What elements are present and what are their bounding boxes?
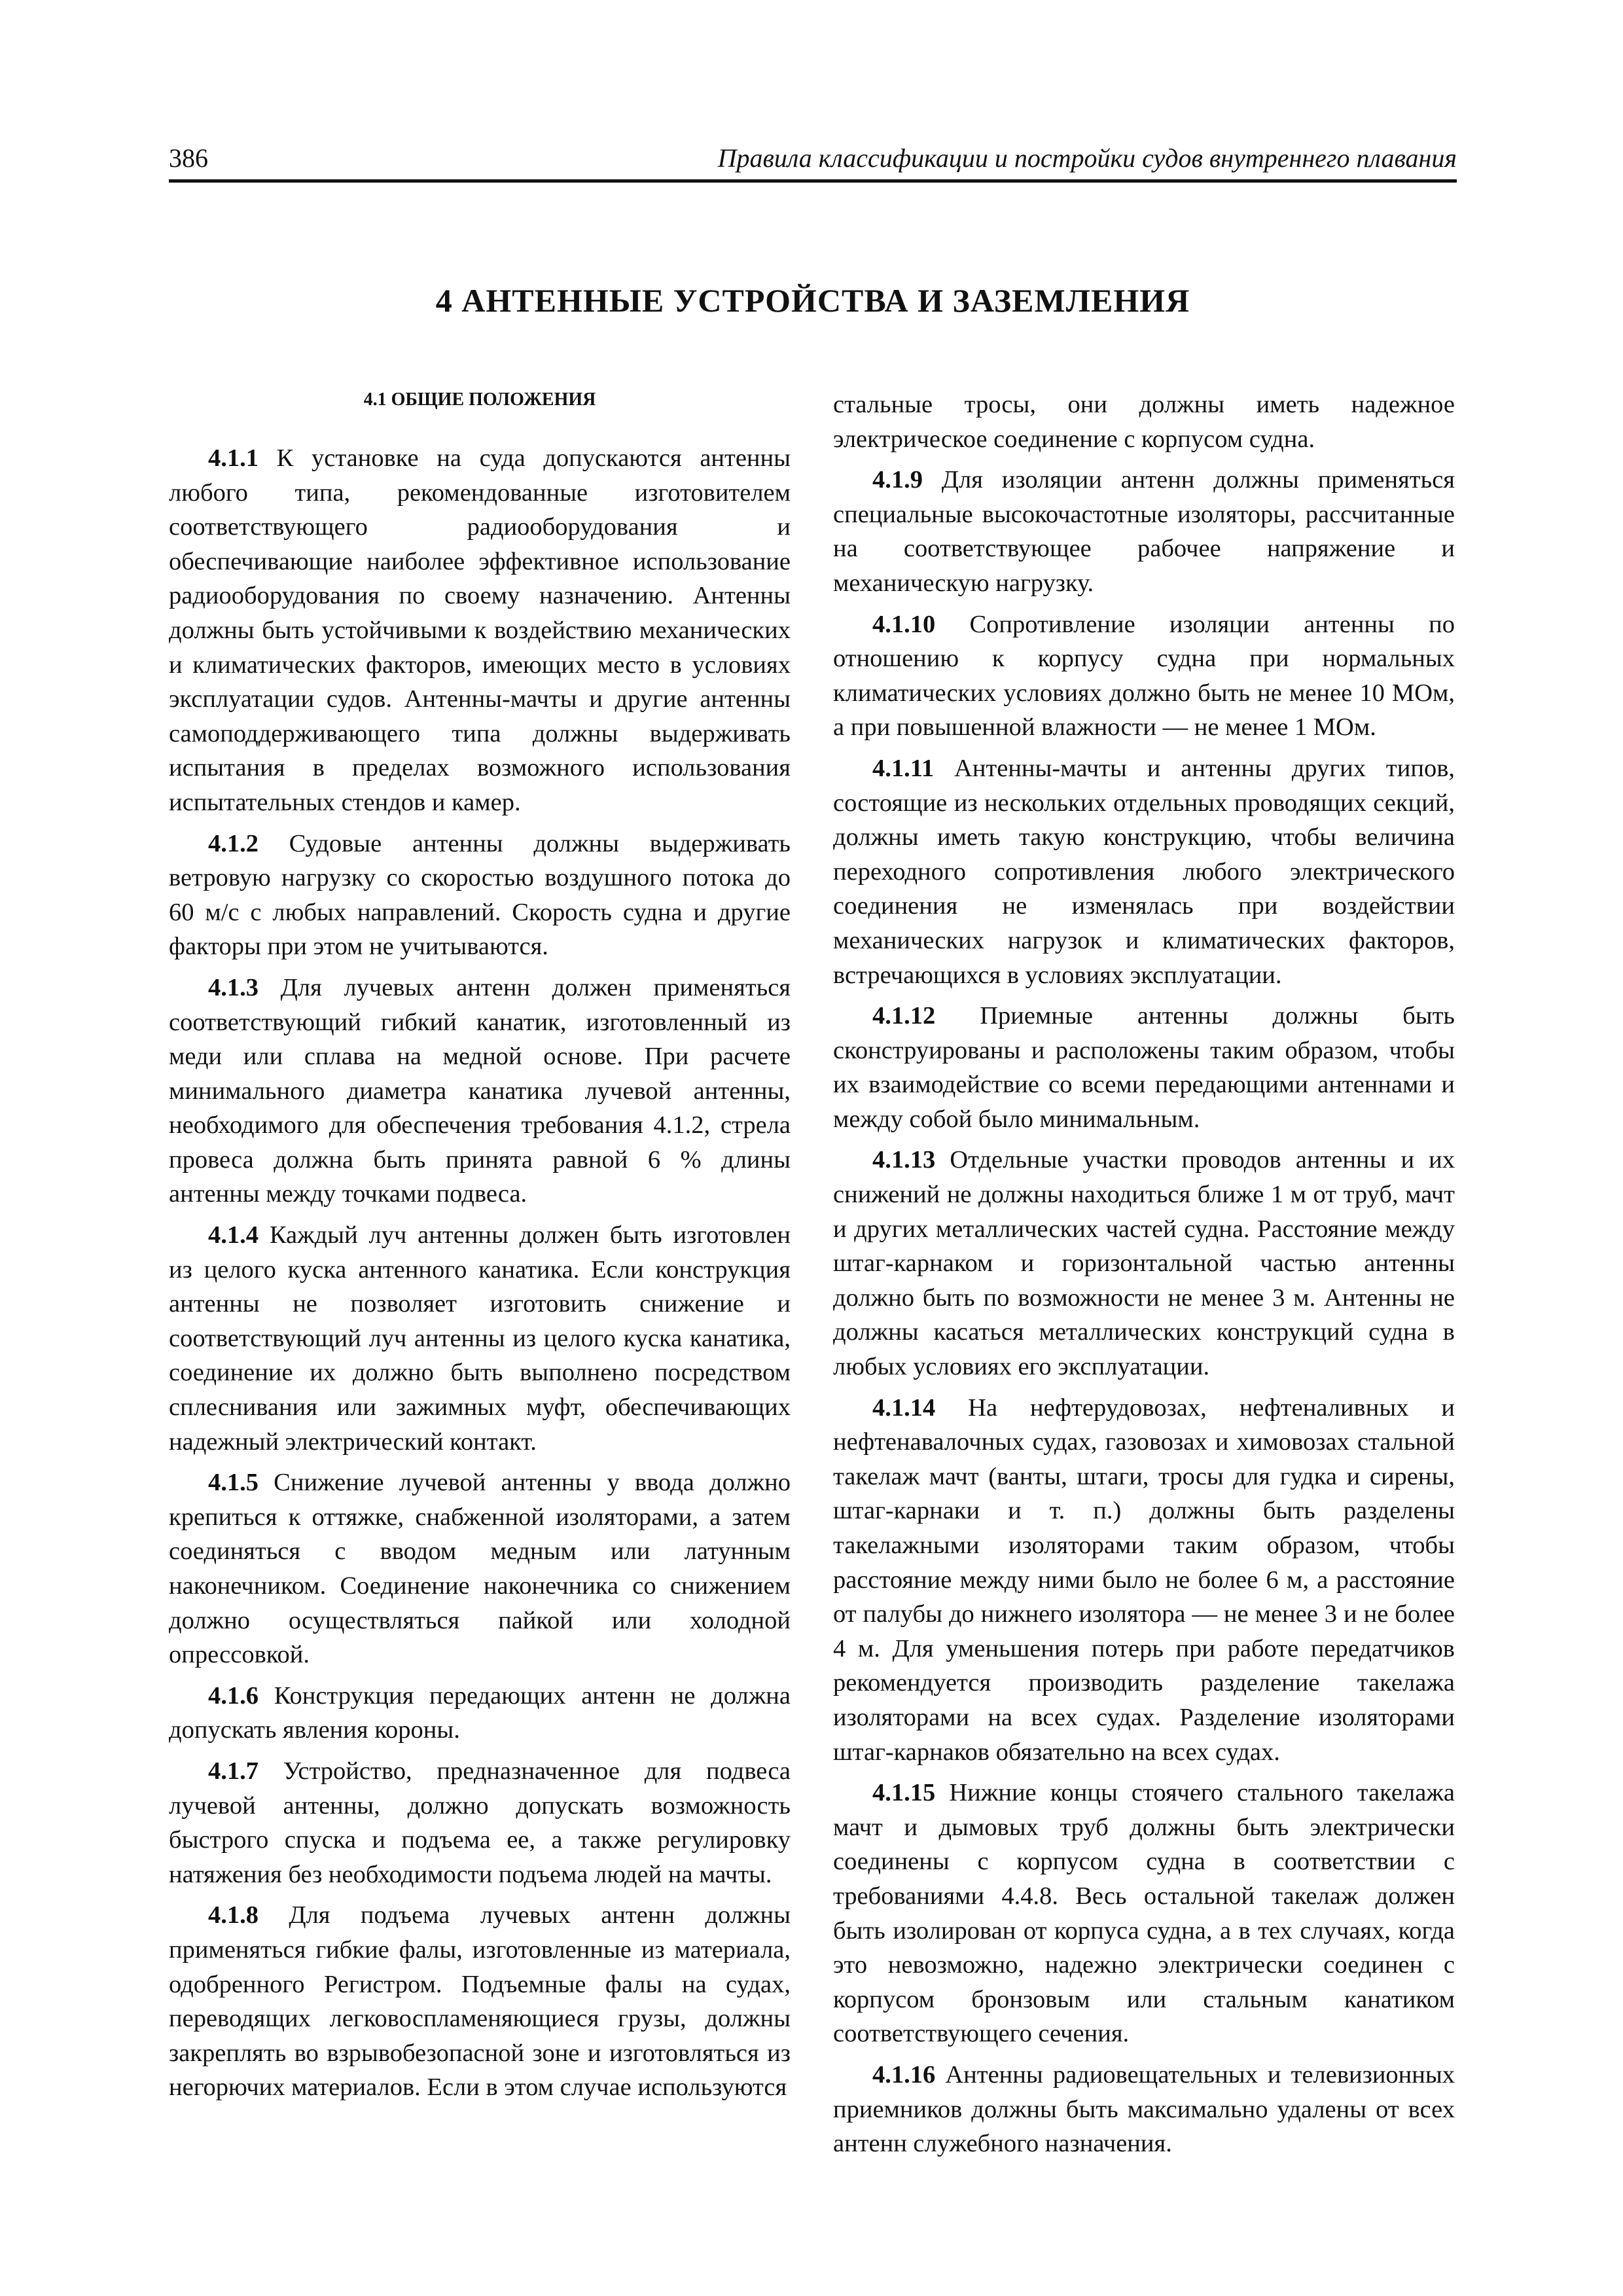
clause-number: 4.1.13 [872, 1146, 936, 1174]
paragraph-4-1-9 [833, 463, 1455, 600]
clause-text: Для лучевых антенн должен применяться соответствующий гибкий канатик, изготовленный из меди или сплава на медной основе. При расчете минимального диаметра канатика лучевой антенны, необходимого для обеспечения требования 4.1.2, стрела провеса должна быть принята равной 6 % длины антенны между точками подвеса. [169, 973, 791, 1208]
clause-text: Конструкция передающих антенн не должна допускать явления короны. [169, 1681, 791, 1744]
section-title: 4.1 ОБЩИЕ ПОЛОЖЕНИЯ [363, 389, 596, 410]
clause-text: Антенны радиовещательных и телевизионных приемников должны быть максимально удалены от всех антенн служебного назначения. [833, 2060, 1455, 2158]
clause-number: 4.1.16 [872, 2060, 936, 2089]
clause-number: 4.1.9 [872, 466, 923, 494]
clause-text: Для изоляции антенн должны применяться специальные высокочастотные изоляторы, рассчитанные на соответствующее рабочее напряжение и механическую нагрузку. [833, 466, 1455, 597]
clause-number: 4.1.2 [208, 829, 259, 857]
clause-text: Приемные антенны должны быть сконструированы и расположены таким образом, чтобы их взаимодействие со всеми передающими антеннами и между собой было минимальным. [833, 1002, 1455, 1133]
clause-text: Снижение лучевой антенны у ввода должно крепиться к оттяжке, снабженной изоляторами, а затем соединяться с вводом медным или латунным наконечником. Соединение наконечника со снижением должно осуществляться пайкой или холодной опрессовкой. [169, 1469, 791, 1669]
clause-number: 4.1.14 [872, 1393, 936, 1422]
paragraph-4-1-12 [833, 999, 1455, 1136]
clause-number: 4.1.11 [872, 754, 935, 782]
running-header [169, 143, 1457, 183]
clause-text: Сопротивление изоляции антенны по отношению к корпусу судна при нормальных климатических условиях должно быть не менее 10 МОм, а при повышенной влажности — не менее 1 МОм. [833, 610, 1455, 742]
clause-text: Каждый луч антенны должен быть изготовлен из целого куска антенного канатика. Если конструкция антенны не позволяет изготовить снижение и соответствующий луч антенны из целого куска канатика, соединение их должно быть выполнено посредством сплеснивания или зажимных муфт, обеспечивающих надежный электрический контакт. [169, 1221, 791, 1456]
clause-text: Нижние концы стоячего стального такелажа мачт и дымовых труб должны быть электрически соединены с корпусом судна в соответствии с требованиями 4.4.8. Весь остальной такелаж должен быть изолирован от корпуса судна, а в тех случаях, когда это невозможно, надежно электрически соединен с корпусом бронзовым или стальным канатиком соответствующего сечения. [833, 1779, 1455, 2048]
clause-text: Отдельные участки проводов антенны и их снижений не должны находиться ближе 1 м от труб, мачт и других металлических частей судна. Расстояние между штаг-карнаком и горизонтальной частью антенны должно быть по возможности не менее 3 м. Антенны не должны касаться металлических конструкций судна в любых условиях его эксплуатации. [833, 1146, 1455, 1381]
clause-text: Антенны-мачты и антенны других типов, состоящие из нескольких отдельных проводящих секций, должны иметь такую конструкцию, чтобы величина переходного сопротивления любого электрического соединения не изменялась при воздействии механических нагрузок и климатических факторов, встречающихся в условиях эксплуатации. [833, 754, 1455, 989]
paragraph-4-1-15 [833, 1776, 1455, 2051]
paragraph-4-1-13 [833, 1143, 1455, 1384]
paragraph-continuation: стальные тросы, они должны иметь надежное электрическое соединение с корпусом судна. [833, 391, 1455, 453]
paragraph-4-1-7 [169, 1754, 791, 1892]
page-number: 386 [169, 143, 208, 173]
clause-text: На нефтерудовозах, нефтеналивных и нефтенавалочных судах, газовозах и химовозах стальной такелаж мачт (ванты, штаги, тросы для гудка и сирены, штаг-карнаки и т. п.) должны быть разделены такелажными изоляторами таким образом, чтобы расстояние между ними было не более 6 м, а расстояние от палубы до нижнего изолятора — не менее 3 и не более 4 м. Для уменьшения потерь при работе передатчиков рекомендуется производить разделение такелажа изоляторами на всех судах. Разделение изоляторами штаг-карнаков обязательно на всех судах. [833, 1393, 1455, 1766]
paragraph-4-1-6 [169, 1679, 791, 1748]
clause-number: 4.1.10 [872, 610, 936, 638]
paragraph-4-1-2 [169, 827, 791, 964]
clause-text: Для подъема лучевых антенн должны применяться гибкие фалы, изготовленные из материала, одобренного Регистром. Подъемные фалы на судах, переводящих легковоспламеняющиеся грузы, должны закреплять во взрывобезопасной зоне и изготовляться из негорючих материалов. Если в этом случае используются [169, 1901, 791, 2102]
clause-text: Устройство, предназначенное для подвеса лучевой антенны, должно допускать возможность быстрого спуска и подъема ее, а также регулировку натяжения без необходимости подъема людей на мачты. [169, 1757, 791, 1888]
clause-number: 4.1.3 [208, 973, 259, 1001]
paragraph-4-1-8 [169, 1898, 791, 2105]
clause-number: 4.1.12 [872, 1002, 936, 1030]
paragraph-4-1-1 [169, 441, 791, 820]
clause-number: 4.1.7 [208, 1757, 259, 1785]
paragraph-4-1-11 [833, 751, 1455, 992]
clause-number: 4.1.4 [208, 1221, 259, 1249]
clause-text: Судовые антенны должны выдерживать ветровую нагрузку со скоростью воздушного потока до 60 м/с с любых направлений. Скорость судна и другие факторы при этом не учитываются. [169, 829, 791, 961]
chapter-title: 4 АНТЕННЫЕ УСТРОЙСТВА И ЗАЗЕМЛЕНИЯ [435, 282, 1190, 319]
clause-text: К установке на суда допускаются антенны любого типа, рекомендованные изготовителем соответствующего радиооборудования и обеспечивающие наиболее эффективное использование радиооборудования по своему назначению. Антенны должны быть устойчивыми к воздействию механических и климатических факторов, имеющих место в условиях эксплуатации судов. Антенны-мачты и другие антенны самоподдерживающего типа должны выдерживать испытания в пределах возможного использования испытательных стендов и камер. [169, 444, 791, 816]
paragraph-4-1-3 [169, 971, 791, 1211]
right-column [833, 387, 1455, 2168]
paragraph-4-1-10 [833, 607, 1455, 745]
paragraph-4-1-16 [833, 2058, 1455, 2161]
paragraph-4-1-4 [169, 1218, 791, 1459]
left-column [169, 387, 791, 2111]
clause-number: 4.1.15 [872, 1779, 936, 1807]
clause-number: 4.1.5 [208, 1469, 259, 1497]
clause-number: 4.1.8 [208, 1901, 259, 1929]
paragraph-4-1-14 [833, 1391, 1455, 1770]
clause-number: 4.1.6 [208, 1681, 259, 1710]
running-title: Правила классификации и постройки судов внутреннего плавания [717, 143, 1457, 173]
clause-number: 4.1.1 [208, 444, 259, 472]
paragraph-4-1-5 [169, 1465, 791, 1672]
